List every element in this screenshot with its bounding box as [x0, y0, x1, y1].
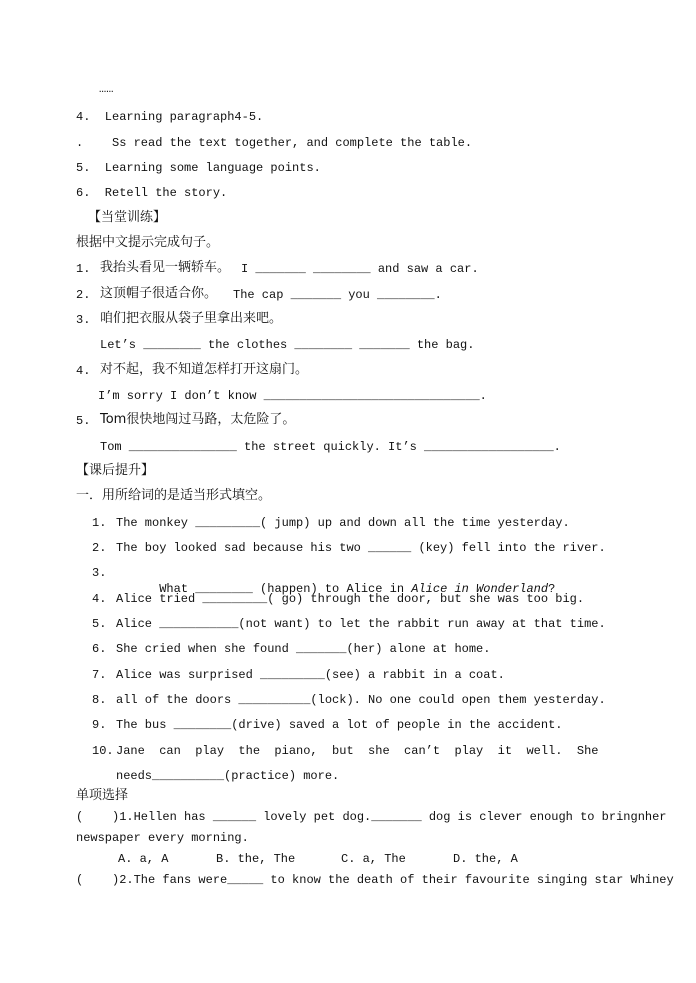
item-number: 8. — [92, 693, 107, 707]
item-text: The boy looked sad because his two ______ (key) fell into the river. — [116, 541, 606, 555]
mc-question-2: ( )2.The fans were_____ to know the death of their favourite singing star Whiney — [76, 873, 674, 887]
option-c: C. a, The — [341, 852, 406, 866]
item-number: 2. — [76, 288, 91, 302]
item-chinese: 这顶帽子很适合你。 — [100, 286, 218, 301]
item-text: Alice was surprised _________(see) a rabbit in a coat. — [116, 668, 505, 682]
mc-question-1: ( )1.Hellen has ______ lovely pet dog._______ dog is clever enough to bringnher — [76, 810, 667, 824]
item-english: Let’s ________ the clothes ________ _______ the bag. — [100, 338, 475, 352]
item-text: She cried when she found _______(her) alone at home. — [116, 642, 491, 656]
option-b: B. the, The — [216, 852, 296, 866]
item-text: The monkey _________( jump) up and down all the time yesterday. — [116, 516, 570, 530]
part1-title: 一．用所给词的是适当形式填空。 — [76, 488, 272, 503]
ellipsis-text: …… — [99, 82, 114, 96]
item-english: The cap _______ you ________. — [233, 288, 442, 302]
item-text-end: ? — [548, 582, 556, 596]
item-chinese: 对不起，我不知道怎样打开这扇门。 — [100, 362, 309, 377]
item-text: Jane can play the piano, but she can’t play it well. She — [116, 744, 599, 758]
item-number: 7. — [92, 668, 107, 682]
item-english: Tom _______________ the street quickly. It’s __________________. — [100, 440, 561, 454]
item-text: Alice tried _________( go) through the door, but she was too big. — [116, 592, 585, 606]
item-text-continued: needs__________(practice) more. — [116, 769, 340, 783]
item-number: 6. — [92, 642, 107, 656]
item-number: 10. — [92, 744, 114, 758]
process-step-sub: . Ss read the text together, and complete the table. — [76, 136, 473, 150]
item-english: I _______ ________ and saw a car. — [241, 262, 479, 276]
item-number: 3. — [92, 566, 107, 580]
mc-title: 单项选择 — [76, 788, 129, 803]
mc-question-1-cont: newspaper every morning. — [76, 831, 249, 845]
option-a: A. a, A — [118, 852, 169, 866]
item-number: 5. — [92, 617, 107, 631]
item-number: 4. — [92, 592, 107, 606]
process-step-5: 5. Learning some language points. — [76, 161, 321, 175]
item-chinese: 我抬头看见一辆轿车。 — [100, 260, 231, 275]
process-step-4: 4. Learning paragraph4-5. — [76, 110, 264, 124]
after-class-heading: 【课后提升】 — [76, 463, 155, 478]
item-text: What ________ (happen) to Alice in — [159, 582, 412, 596]
option-d: D. the, A — [453, 852, 518, 866]
item-number: 1. — [92, 516, 107, 530]
item-english: I’m sorry I don’t know ______________________________. — [98, 389, 487, 403]
item-text: The bus ________(drive) saved a lot of people in the accident. — [116, 718, 563, 732]
book-title: Alice in Wonderland — [411, 582, 549, 596]
item-chinese: Tom很快地闯过马路，太危险了。 — [100, 412, 296, 427]
item-chinese: 咱们把衣服从袋子里拿出来吧。 — [100, 311, 283, 326]
class-practice-heading: 【当堂训练】 — [88, 210, 167, 225]
item-text: all of the doors __________(lock). No one could open them yesterday. — [116, 693, 606, 707]
item-text: Alice ___________(not want) to let the rabbit run away at that time. — [116, 617, 606, 631]
item-number: 4. — [76, 364, 91, 378]
item-number: 2. — [92, 541, 107, 555]
item-number: 1. — [76, 262, 91, 276]
item-number: 9. — [92, 718, 107, 732]
process-step-6: 6. Retell the story. — [76, 186, 228, 200]
item-number: 5. — [76, 414, 91, 428]
item-number: 3. — [76, 313, 91, 327]
class-practice-instruction: 根据中文提示完成句子。 — [76, 235, 220, 250]
